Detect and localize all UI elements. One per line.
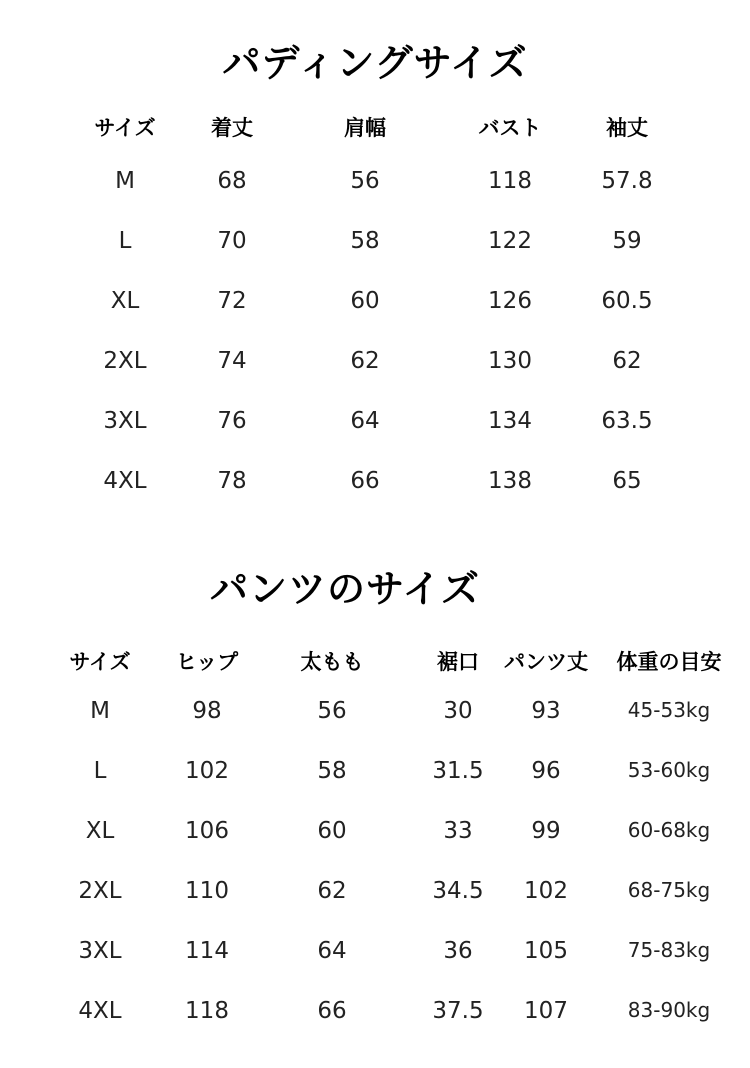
- jacket-cell-r3-c3: 130: [488, 348, 532, 374]
- jacket-cell-r1-c1: 70: [217, 228, 247, 254]
- pants-cell-r4-c2: 64: [317, 938, 347, 964]
- pants-cell-r2-c4: 99: [531, 818, 561, 844]
- pants-header-3: 裾口: [437, 650, 479, 674]
- jacket-cell-r1-c4: 59: [612, 228, 642, 254]
- pants-cell-r0-c3: 30: [443, 698, 473, 724]
- jacket-cell-r2-c2: 60: [350, 288, 380, 314]
- pants-header-1: ヒップ: [175, 650, 239, 674]
- pants-cell-r1-c2: 58: [317, 758, 347, 784]
- pants-cell-r1-c4: 96: [531, 758, 561, 784]
- pants-cell-r2-c5: 60-68kg: [627, 818, 711, 842]
- pants-cell-r4-c0: 3XL: [78, 938, 122, 964]
- pants-cell-r5-c4: 107: [524, 998, 568, 1024]
- pants-header-5: 体重の目安: [616, 650, 722, 674]
- jacket-cell-r2-c1: 72: [217, 288, 247, 314]
- jacket-size-title: パディングサイズ: [222, 41, 528, 85]
- jacket-cell-r5-c0: 4XL: [103, 468, 147, 494]
- pants-cell-r3-c2: 62: [317, 878, 347, 904]
- jacket-cell-r4-c0: 3XL: [103, 408, 147, 434]
- pants-cell-r5-c2: 66: [317, 998, 347, 1024]
- jacket-cell-r0-c2: 56: [350, 168, 380, 194]
- jacket-cell-r4-c1: 76: [217, 408, 247, 434]
- pants-cell-r3-c5: 68-75kg: [627, 878, 711, 902]
- jacket-cell-r3-c2: 62: [350, 348, 380, 374]
- pants-cell-r1-c1: 102: [185, 758, 229, 784]
- jacket-cell-r1-c2: 58: [350, 228, 380, 254]
- jacket-cell-r5-c3: 138: [488, 468, 532, 494]
- pants-cell-r1-c3: 31.5: [432, 758, 484, 784]
- pants-cell-r4-c1: 114: [185, 938, 229, 964]
- pants-cell-r3-c1: 110: [185, 878, 229, 904]
- jacket-header-1: 着丈: [211, 116, 253, 140]
- jacket-cell-r5-c4: 65: [612, 468, 642, 494]
- jacket-cell-r3-c4: 62: [612, 348, 642, 374]
- jacket-cell-r0-c0: M: [115, 168, 135, 194]
- pants-cell-r5-c1: 118: [185, 998, 229, 1024]
- pants-cell-r2-c3: 33: [443, 818, 473, 844]
- pants-cell-r3-c3: 34.5: [432, 878, 484, 904]
- jacket-cell-r2-c3: 126: [488, 288, 532, 314]
- pants-cell-r4-c3: 36: [443, 938, 473, 964]
- pants-cell-r5-c3: 37.5: [432, 998, 484, 1024]
- pants-cell-r5-c5: 83-90kg: [627, 998, 711, 1022]
- jacket-header-3: バスト: [478, 116, 542, 140]
- jacket-cell-r3-c1: 74: [217, 348, 247, 374]
- pants-cell-r0-c2: 56: [317, 698, 347, 724]
- pants-header-2: 太もも: [300, 650, 364, 674]
- pants-cell-r1-c0: L: [93, 758, 107, 784]
- jacket-cell-r1-c3: 122: [488, 228, 532, 254]
- jacket-cell-r4-c4: 63.5: [601, 408, 653, 434]
- pants-size-title: パンツのサイズ: [210, 567, 480, 611]
- jacket-cell-r5-c2: 66: [350, 468, 380, 494]
- jacket-cell-r0-c1: 68: [217, 168, 247, 194]
- jacket-cell-r1-c0: L: [118, 228, 132, 254]
- pants-cell-r0-c1: 98: [192, 698, 222, 724]
- pants-cell-r4-c5: 75-83kg: [627, 938, 711, 962]
- pants-cell-r3-c4: 102: [524, 878, 568, 904]
- jacket-header-0: サイズ: [94, 116, 156, 140]
- jacket-cell-r3-c0: 2XL: [103, 348, 147, 374]
- jacket-cell-r0-c3: 118: [488, 168, 532, 194]
- jacket-cell-r5-c1: 78: [217, 468, 247, 494]
- pants-cell-r0-c4: 93: [531, 698, 561, 724]
- jacket-cell-r2-c4: 60.5: [601, 288, 653, 314]
- jacket-cell-r4-c2: 64: [350, 408, 380, 434]
- pants-cell-r2-c0: XL: [85, 818, 115, 844]
- jacket-cell-r0-c4: 57.8: [601, 168, 653, 194]
- pants-header-0: サイズ: [69, 650, 131, 674]
- pants-header-4: パンツ丈: [504, 650, 588, 674]
- jacket-header-2: 肩幅: [344, 116, 386, 140]
- jacket-cell-r2-c0: XL: [110, 288, 140, 314]
- pants-cell-r2-c1: 106: [185, 818, 229, 844]
- pants-cell-r4-c4: 105: [524, 938, 568, 964]
- jacket-header-4: 袖丈: [606, 116, 648, 140]
- pants-cell-r0-c0: M: [90, 698, 110, 724]
- jacket-cell-r4-c3: 134: [488, 408, 532, 434]
- pants-cell-r3-c0: 2XL: [78, 878, 122, 904]
- pants-cell-r2-c2: 60: [317, 818, 347, 844]
- pants-cell-r1-c5: 53-60kg: [627, 758, 711, 782]
- pants-cell-r5-c0: 4XL: [78, 998, 122, 1024]
- pants-cell-r0-c5: 45-53kg: [627, 698, 711, 722]
